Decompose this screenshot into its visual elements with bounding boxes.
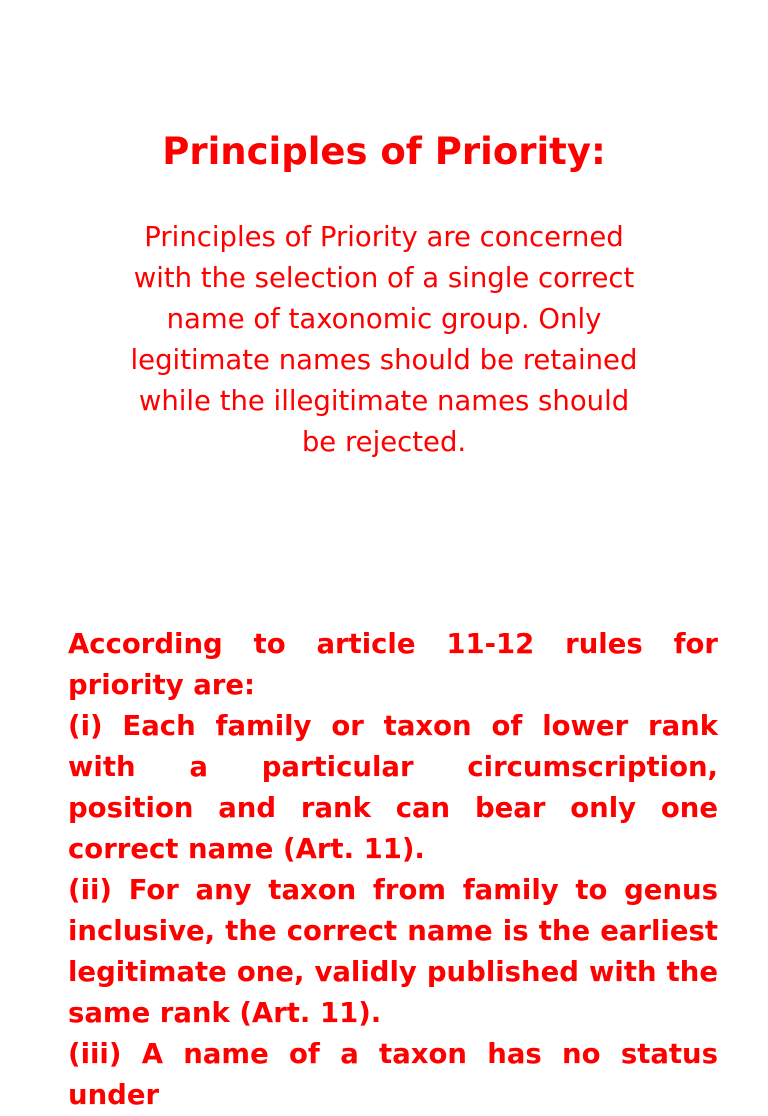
rule-item-1: (i) Each family or taxon of lower rank with a particular circumscription, position and rank can bear only one correct name (Art. 11). xyxy=(68,710,718,865)
rules-heading: According to article 11-12 rules for priority are: xyxy=(68,628,718,701)
rule-item-3: (iii) A name of a taxon has no status under xyxy=(68,1038,718,1111)
rule-item-2: (ii) For any taxon from family to genus inclusive, the correct name is the earliest legitimate one, validly published with the same rank (Art. 11). xyxy=(68,874,718,1029)
page-title: Principles of Priority: xyxy=(162,130,606,173)
rules-section xyxy=(68,624,718,1116)
intro-paragraph: Principles of Priority are concerned with the selection of a single correct name of taxonomic group. Only legitimate names should be retained while the illegitimate names should be rejected. xyxy=(130,221,638,458)
